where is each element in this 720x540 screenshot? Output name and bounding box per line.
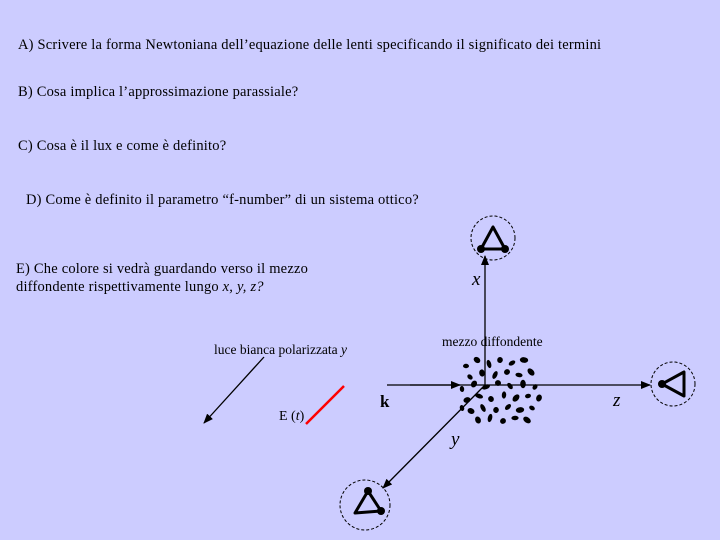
medium-particle <box>520 380 526 388</box>
medium-particle <box>502 391 507 398</box>
medium-particle <box>511 416 518 421</box>
observer-eye-y-icon <box>340 480 390 530</box>
axis-z-label: z <box>613 390 621 411</box>
medium-particle <box>474 416 482 425</box>
medium-particle <box>472 356 481 365</box>
medium-particle <box>504 403 512 411</box>
medium-particle <box>535 394 543 403</box>
medium-particle <box>526 367 536 377</box>
medium-particle <box>470 379 479 388</box>
question-a: A) Scrivere la forma Newtoniana dell’equazione delle lenti specificando il significato dei termini <box>18 37 602 53</box>
observer-eye-x-icon <box>471 216 515 260</box>
question-e-line2: diffondente rispettivamente lungo <box>16 279 223 295</box>
medium-particle <box>466 373 473 380</box>
medium-particle <box>515 407 524 414</box>
field-label <box>279 409 305 424</box>
medium-particle <box>467 407 476 415</box>
medium-particle <box>496 356 503 364</box>
electric-field-vector <box>306 386 344 424</box>
medium-particle <box>506 382 514 390</box>
medium-particle <box>486 359 493 368</box>
medium-particle <box>487 413 493 422</box>
medium-particle <box>491 370 499 379</box>
medium-particle <box>508 359 516 367</box>
medium-particle <box>487 395 495 403</box>
field-label-var: t <box>295 409 300 424</box>
question-b: B) Cosa implica l’approssimazione parassiale? <box>18 84 299 100</box>
light-label <box>214 342 347 357</box>
light-label-prefix: luce bianca polarizzata <box>214 342 342 357</box>
medium-particle <box>479 403 487 412</box>
question-e-axes: x, y, z? <box>222 279 264 295</box>
medium-particle <box>511 393 521 403</box>
medium-particle <box>522 415 532 424</box>
medium-particle <box>499 417 507 425</box>
medium-particle <box>515 372 523 378</box>
medium-particle <box>463 396 472 403</box>
field-label-suffix: ) <box>299 409 305 424</box>
axis-y-label: y <box>451 429 460 450</box>
medium-particle <box>493 407 499 414</box>
medium-particle <box>503 368 511 376</box>
axis-x-label: x <box>472 269 481 290</box>
medium-particle <box>459 386 464 392</box>
wavevector-label: k <box>380 392 390 411</box>
scattering-medium <box>459 356 543 425</box>
polarization-axis-arrow <box>204 357 264 423</box>
field-label-prefix: E ( <box>279 409 296 424</box>
medium-label: mezzo diffondente <box>442 334 543 349</box>
medium-particle <box>525 393 532 399</box>
question-d: D) Come è definito il parametro “f-number” di un sistema ottico? <box>26 192 419 208</box>
medium-particle <box>528 405 535 412</box>
question-e-line1: E) Che colore si vedrà guardando verso il mezzo <box>16 261 309 277</box>
light-label-axis: y <box>341 342 348 357</box>
medium-particle <box>520 357 529 363</box>
question-c: C) Cosa è il lux e come è definito? <box>18 138 227 154</box>
medium-particle <box>463 364 469 368</box>
observer-eye-z-icon <box>651 362 695 406</box>
